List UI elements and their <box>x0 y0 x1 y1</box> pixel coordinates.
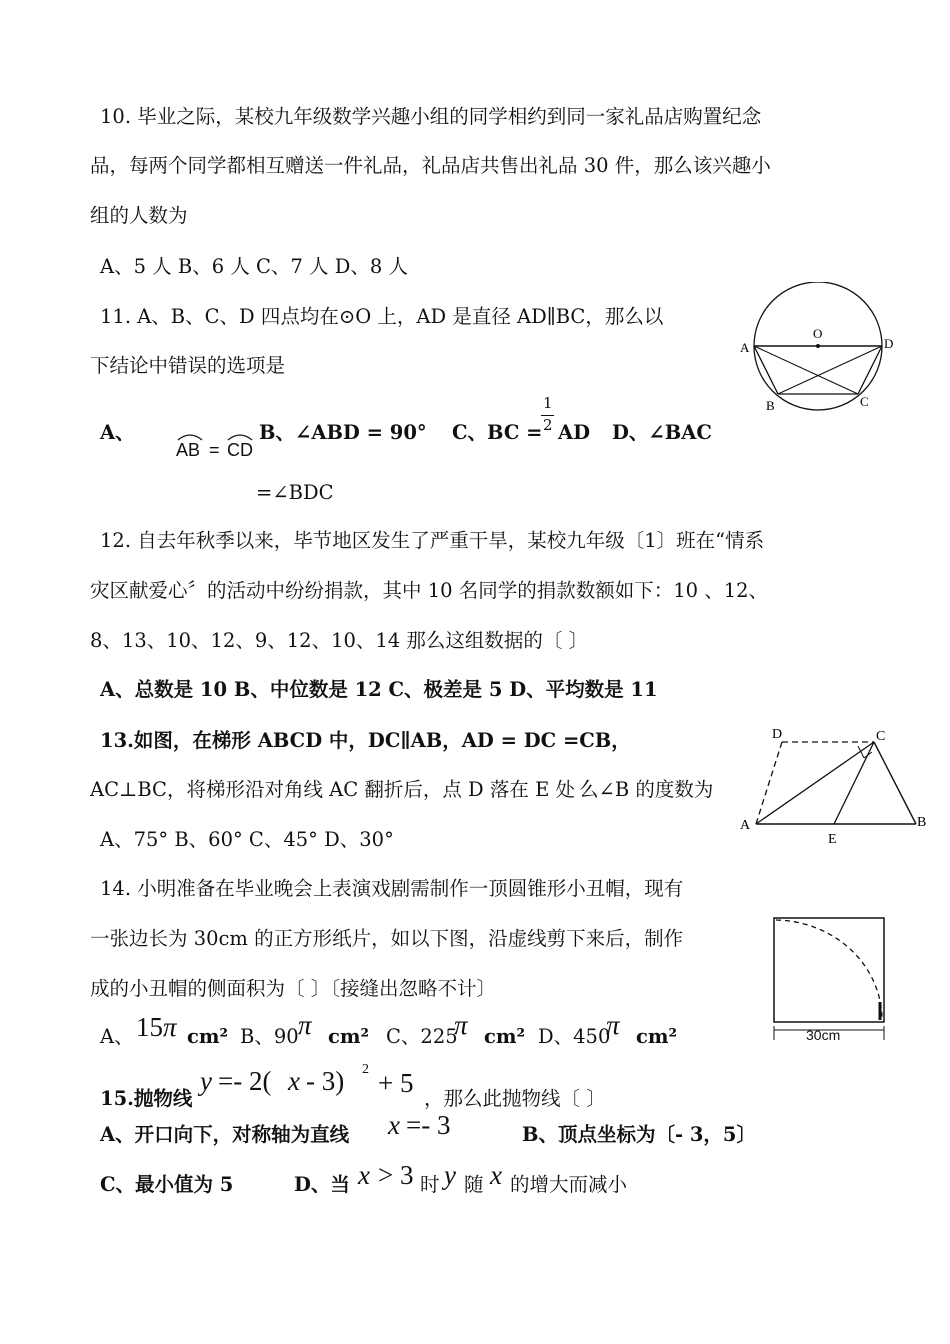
var-y: y <box>200 1066 212 1096</box>
q14-option-a-label: A、 <box>100 1025 134 1048</box>
eq-value: =- 3 <box>406 1110 451 1140</box>
q14-option-b-unit: cm² <box>328 1025 370 1048</box>
diagonal-ac <box>754 346 858 394</box>
label-b: B <box>917 815 927 830</box>
circle-diagram <box>734 282 904 420</box>
pi-symbol: π <box>454 1010 468 1040</box>
q15-stem <box>100 1062 720 1112</box>
q11-option-a-label: A、 <box>100 421 135 444</box>
label-e: E <box>828 832 837 847</box>
segment-ce <box>834 742 874 824</box>
diagonal-bd <box>778 346 882 394</box>
side-cb <box>874 742 916 824</box>
eq-part3: + 5 <box>378 1068 414 1098</box>
q13-line1: 13.如图，在梯形 ABCD 中，DC∥AB，AD = DC =CB， <box>100 729 631 752</box>
var-y: y <box>444 1160 456 1190</box>
q12-line1: 12. 自去年秋季以来，毕节地区发生了严重干旱，某校九年级〔1〕班在“情系 <box>100 529 765 552</box>
var-x: x <box>288 1066 300 1096</box>
q14-option-b-label: B、90 <box>240 1025 299 1048</box>
dimension-label: 30cm <box>806 1027 841 1043</box>
q10-options: A、5 人 B、6 人 C、7 人 D、8 人 <box>100 255 408 278</box>
q13-line2-tail: 么∠B 的度数为 <box>579 778 714 801</box>
q15-option-a <box>100 1110 520 1150</box>
q12-line2: 灾区献爱心〞的活动中纷纷捐款，其中 10 名同学的捐款数额如下：10 、12、 <box>90 579 769 602</box>
label-b: B <box>766 398 775 413</box>
arc-ab-text: AB <box>176 440 201 460</box>
label-d: D <box>884 336 894 351</box>
q10-line3: 组的人数为 <box>90 204 188 227</box>
q14-option-a-unit: cm² <box>187 1025 229 1048</box>
label-c: C <box>860 394 869 409</box>
label-o: O <box>813 326 823 341</box>
q14-option-d-unit: cm² <box>636 1025 678 1048</box>
diagonal-ac <box>756 742 874 824</box>
q14-options <box>100 1010 700 1054</box>
q14-option-c-unit: cm² <box>484 1025 526 1048</box>
q14-line3: 成的小丑帽的侧面积为〔 〕〔接缝出忽略不计〕 <box>90 977 496 1000</box>
q13-line2: AC⊥BC，将梯形沿对角线 AC 翻折后，点 D 落在 E 处 <box>90 778 576 801</box>
var-x: x <box>490 1160 502 1190</box>
q15-option-d-prefix: D、当 <box>294 1173 350 1196</box>
arc-cd-text: CD <box>227 440 253 460</box>
q10-line2: 品，每两个同学都相互赠送一件礼品，礼品店共售出礼品 30 件，那么该兴趣小 <box>90 154 771 177</box>
chord-ab <box>754 346 778 394</box>
q15-option-d <box>294 1160 694 1200</box>
q11-option-c-suffix: AD <box>558 421 591 444</box>
inequality: > 3 <box>378 1160 414 1190</box>
label-c: C <box>876 729 886 744</box>
q15-tail: ，那么此抛物线〔 〕 <box>424 1087 606 1110</box>
q14-option-d-label: D、450 <box>538 1025 611 1048</box>
trapezoid-diagram <box>734 722 934 850</box>
cut-arc <box>776 920 882 1020</box>
q14-option-a-number: 15 <box>136 1012 163 1042</box>
q11-option-a-arcs <box>176 428 258 464</box>
exponent: 2 <box>362 1062 369 1077</box>
q15-option-d-tail: 的增大而减小 <box>510 1173 628 1196</box>
q11-figure <box>734 282 904 420</box>
q15-option-c: C、最小值为 5 <box>100 1173 234 1196</box>
chord-dc <box>858 346 882 394</box>
q15-shi: 时 <box>420 1173 440 1196</box>
side-ad <box>756 742 782 824</box>
q13-options: A、75° B、60° C、45° D、30° <box>100 828 394 851</box>
q14-option-c-label: C、225 <box>386 1025 458 1048</box>
pi-symbol: π <box>298 1010 312 1040</box>
q15-sui: 随 <box>464 1173 484 1196</box>
q13-figure <box>734 722 934 850</box>
var-x: x <box>358 1160 370 1190</box>
q10-line1: 10. 毕业之际，某校九年级数学兴趣小组的同学相约到同一家礼品店购置纪念 <box>100 105 762 128</box>
label-d: D <box>772 727 783 742</box>
q14-line1: 14. 小明准备在毕业晚会上表演戏剧需制作一顶圆锥形小丑帽，现有 <box>100 877 684 900</box>
var-x: x <box>388 1110 400 1140</box>
q11-option-b: B、∠ABD = 90° <box>259 421 427 444</box>
label-a: A <box>740 340 750 355</box>
q11-line2: 下结论中错误的选项是 <box>90 354 286 377</box>
q11-line1: 11. A、B、C、D 四点均在⊙O 上，AD 是直径 AD∥BC，那么以 <box>100 305 664 328</box>
q12-line3: 8、13、10、12、9、12、10、14 那么这组数据的〔 〕 <box>90 629 589 652</box>
fraction-denominator: 2 <box>543 416 553 434</box>
square-diagram <box>766 912 890 1046</box>
pi-symbol: π <box>163 1012 177 1042</box>
q15-option-a-text: A、开口向下，对称轴为直线 <box>100 1123 350 1146</box>
q14-line2: 一张边长为 30cm 的正方形纸片，如以下图，沿虚线剪下来后，制作 <box>90 927 684 950</box>
fraction-numerator: 1 <box>543 394 553 412</box>
eq-part2: - 3) <box>306 1066 345 1096</box>
q11-option-c-prefix: C、BC = <box>452 421 543 444</box>
q12-options: A、总数是 10 B、中位数是 12 C、极差是 5 D、平均数是 11 <box>100 678 658 701</box>
q15-label: 15.抛物线 <box>100 1087 193 1110</box>
arc-equals: = <box>209 440 220 460</box>
q11-option-d-continued: =∠BDC <box>256 481 334 504</box>
q15-option-b: B、顶点坐标为〔- 3，5〕 <box>522 1123 757 1146</box>
q14-figure <box>766 912 890 1046</box>
pi-symbol: π <box>606 1010 620 1040</box>
eq-part1: =- 2( <box>218 1066 272 1096</box>
center-point <box>816 344 820 348</box>
label-a: A <box>740 818 751 833</box>
q11-option-d: D、∠BAC <box>612 421 712 444</box>
q11-fraction <box>541 394 555 444</box>
